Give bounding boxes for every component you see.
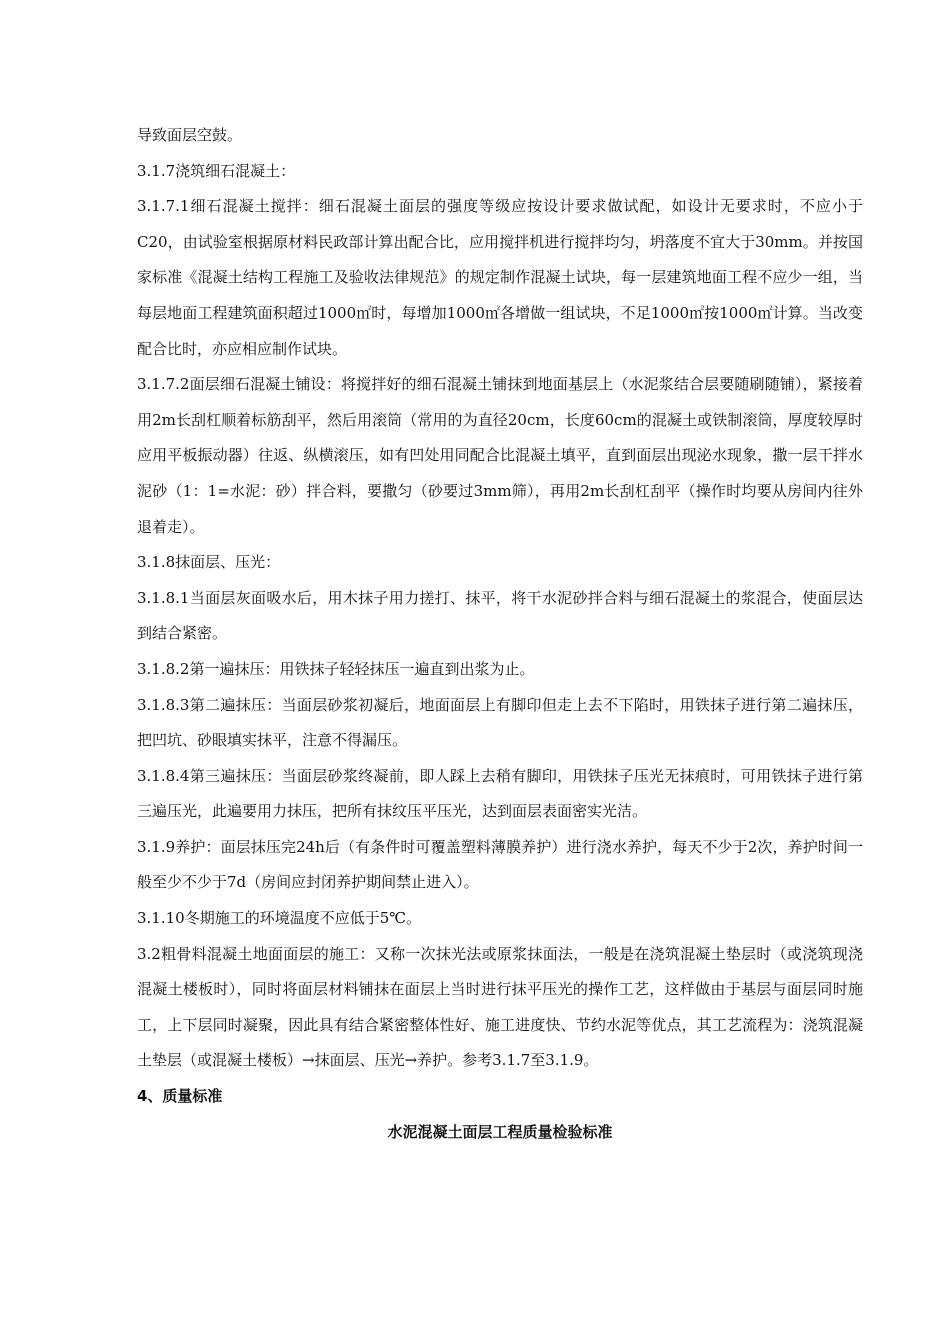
paragraph-3-1-7-title: 3.1.7浇筑细石混凝土：	[137, 161, 296, 180]
paragraph-3-1-7-1: 3.1.7.1细石混凝土搅拌：细石混凝土面层的强度等级应按设计要求做试配，如设计无要求时，不应小于C20，由试验室根据原材料民政部计算出配合比，应用搅拌机进行搅拌均匀，坍落度不宜大于30mm。并按国家标准《混凝土结构工程施工及验收法律规范》的规定制作混凝土试块，每一层建筑地面工程不应少一组，当每层地面工程建筑面积超过1000㎡时，每增加1000㎡各增做一组试块，不足1000㎡按1000㎡计算。当改变配合比时，亦应相应制作试块。	[137, 197, 863, 358]
document-body	[137, 118, 863, 1150]
paragraph-3-1-7-2: 3.1.7.2面层细石混凝土铺设：将搅拌好的细石混凝土铺抹到地面基层上（水泥浆结合层要随刷随铺），紧接着用2m长刮杠顺着标筋刮平，然后用滚筒（常用的为直径20cm，长度60cm的混凝土或铁制滚筒，厚度较厚时应用平板振动器）往返、纵横滚压，如有凹处用同配合比混凝土填平，直到面层出现泌水现象，撒一层干拌水泥砂（1：1=水泥：砂）拌合料，要撒匀（砂要过3mm筛），再用2m长刮杠刮平（操作时均要从房间内往外退着走）。	[137, 375, 863, 536]
paragraph-hollowing-note: 导致面层空鼓。	[137, 126, 243, 144]
table-title: 水泥混凝土面层工程质量检验标准	[387, 1122, 613, 1141]
paragraph-3-1-8-3: 3.1.8.3第二遍抹压：当面层砂浆初凝后，地面面层上有脚印但走上去不下陷时，用铁抹子进行第二遍抹压，把凹坑、砂眼填实抹平，注意不得漏压。	[137, 695, 863, 750]
paragraph-3-1-8-1: 3.1.8.1当面层灰面吸水后，用木抹子用力搓打、抹平，将干水泥砂拌合料与细石混凝土的浆混合，使面层达到结合紧密。	[137, 588, 863, 643]
paragraph-3-2: 3.2粗骨料混凝土地面面层的施工：又称一次抹光法或原浆抹面法，一般是在浇筑混凝土垫层时（或浇筑现浇混凝土楼板时），同时将面层材料铺抹在面层上当时进行抹平压光的操作工艺，这样做由于基层与面层同时施工，上下层同时凝聚，因此具有结合紧密整体性好、施工进度快、节约水泥等优点，其工艺流程为：浇筑混凝土垫层（或混凝土楼板）→抹面层、压光→养护。参考3.1.7至3.1.9。	[137, 944, 863, 1070]
paragraph-3-1-8-title: 3.1.8抹面层、压光：	[137, 553, 281, 572]
paragraph-3-1-8-4: 3.1.8.4第三遍抹压：当面层砂浆终凝前，即人踩上去稍有脚印，用铁抹子压光无抹痕时，可用铁抹子进行第三遍压光，此遍要用力抹压，把所有抹纹压平压光，达到面层表面密实光洁。	[137, 766, 863, 821]
section-heading-quality-standard: 4、质量标准	[137, 1087, 223, 1106]
paragraph-3-1-10: 3.1.10冬期施工的环境温度不应低于5℃。	[137, 909, 422, 928]
paragraph-3-1-9: 3.1.9养护：面层抹压完24h后（有条件时可覆盖塑料薄膜养护）进行浇水养护，每天不少于2次，养护时间一般至少不少于7d（房间应封闭养护期间禁止进入）。	[137, 837, 863, 892]
paragraph-3-1-8-2: 3.1.8.2第一遍抹压：用铁抹子轻轻抹压一遍直到出浆为止。	[137, 659, 535, 678]
